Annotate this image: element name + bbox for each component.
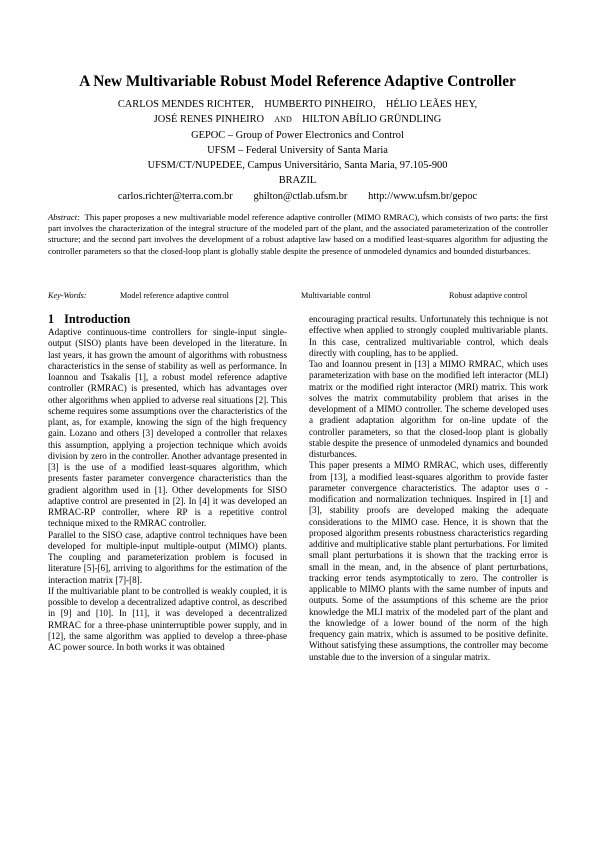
keyword: Multivariable control xyxy=(301,291,371,300)
author-name: CARLOS MENDES RICHTER, xyxy=(117,99,254,110)
website-link[interactable]: http://www.ufsm.br/gepoc xyxy=(368,190,478,202)
author-block xyxy=(0,97,595,204)
paragraph: This paper presents a MIMO RMRAC, which uses, differently from [13], a modified least-squares algorithm to provide faster parameter convergence characteristics. The adaptor uses σ -modification and normalization techniques. Inspired in [1] and [3], stability proofs are developed making the adequate considerations to the MIMO case. Hence, it is shown that the proposed algorithm presents robustness characteristics regarding additive and multiplicative stable plant perturbations. For limited small plant perturbations it is shown that the tracking error is small in the mean, and, in the absence of plant perturbations, tracking error tends asymptotically to zero. The controller is applicable to MIMO plants with the same number of inputs and outputs. Some of the assumptions of this scheme are the prior knowledge the MLI matrix of the modeled part of the plant and the knowledge of a lower bound of the norm of the high frequency gain matrix, which is assumed to be positive definite. Without satisfying these assumptions, the controller may become unstable due to the inversion of a singular matrix. xyxy=(309,460,548,662)
paragraph: Adaptive continuous-time controllers for single-input single-output (SISO) plants have been developed in the literature. In last years, it has grown the amount of algorithms with robustness characteristics in the sense of stability as well as performance. In Ioannou and Tsakalis [1], a robust model reference adaptive controller (RMRAC) is presented, which has advantages over other algorithms when applied to adverse real situations [2]. This scheme requires some assumptions over the characteristics of the plant, as, for example, knowing the sign of the high frequency gain. Lozano and others [3] developed a controller that relaxes this assumption, applying a projection technique which avoids division by zero in the controller. Another advantage presented in [3] is the use of a modified least-squares algorithm, which presents faster parameter convergence characteristics than the gradient algorithm used in [1]. Other developments for SISO adaptive control are presented in [2]. In [4] it was developed an RMRAC-RP controller, where RP is a repetitive control technique mixed to the RMRAC controller. xyxy=(48,327,287,529)
author-name: HILTON ABÍLIO GRÜNDLING xyxy=(302,114,442,126)
affiliation-line: UFSM/CT/NUPEDEE, Campus Universitário, Santa Maria, 97.105-900 xyxy=(147,160,448,172)
paragraph: encouraging practical results. Unfortunately this technique is not effective when applied to strongly coupled multivariable plants. In this case, centralized multivariable control, which deals directly with coupling, has to be applied. xyxy=(309,314,548,358)
country-line: BRAZIL xyxy=(278,175,317,187)
paragraph: If the multivariable plant to be controlled is weakly coupled, it is possible to develop a decentralized adaptive control, as described in [9] and [10]. In [11], it was developed a decentralized RMRAC for a three-phase uninterruptible power supply, and in [12], the same algorithm was applied to develop a three-phase AC power source. In both works it was obtained xyxy=(48,585,287,652)
keywords-label: Key-Words: xyxy=(48,291,87,300)
keywords xyxy=(48,290,548,302)
author-line-1 xyxy=(0,97,595,112)
contact-line xyxy=(0,189,595,204)
affiliation-line: UFSM – Federal University of Santa Maria xyxy=(207,144,388,156)
left-column xyxy=(48,312,287,653)
keyword: Robust adaptive control xyxy=(449,291,528,300)
author-line-2 xyxy=(0,112,595,127)
paper-title: A New Multivariable Robust Model Reference Adaptive Controller xyxy=(79,73,516,90)
author-name: JOSÉ RENES PINHEIRO xyxy=(153,114,264,126)
author-name: HÉLIO LEÃES HEY, xyxy=(385,99,478,110)
keyword: Model reference adaptive control xyxy=(120,291,229,300)
abstract xyxy=(48,212,548,257)
abstract-text: This paper proposes a new multivariable model reference adaptive controller (MIMO RMRAC), which consists of two parts: the first part involves the characterization of the integral structure of the modeled part of the plant, and the associated parameterization of the controller structure; and the second part involves the development of a robust adaptive law based on a modified least-squares algorithm for adjusting the controller parameters so that the closed-loop plant is globally stable despite the presence of unmodeled dynamics and bounded disturbances. xyxy=(48,212,548,256)
section-heading xyxy=(48,312,287,326)
right-column xyxy=(309,314,548,663)
email-link[interactable]: carlos.richter@terra.com.br xyxy=(117,190,233,202)
section-number: 1 xyxy=(48,312,55,326)
author-conjunction: AND xyxy=(274,115,292,125)
email-link[interactable]: ghilton@ctlab.ufsm.br xyxy=(253,190,348,202)
section-title: Introduction xyxy=(64,312,131,326)
affiliation-line: GEPOC – Group of Power Electronics and Control xyxy=(191,129,404,141)
author-name: HUMBERTO PINHEIRO, xyxy=(264,99,376,110)
paragraph: Parallel to the SISO case, adaptive control techniques have been developed for multiple-input multiple-output (MIMO) plants. The coupling and parameterization problem is focused in literature [5]-[6], arriving to algorithms for the estimation of the interaction matrix [7]-[8]. xyxy=(48,529,287,585)
paragraph: Tao and Ioannou present in [13] a MIMO RMRAC, which uses parameterization with base on the modified left interactor (MLI) matrix or the modified right interactor (MRI) matrix. This work solves the matrix commutability problem that arises in the development of a MIMO controller. The scheme developed uses a gradient adaptation algorithm for on-line update of the controller parameters, so that the closed-loop plant is globally stable despite the presence of unmodeled dynamics and bounded disturbances. xyxy=(309,359,548,459)
abstract-label: Abstract: xyxy=(48,212,80,222)
